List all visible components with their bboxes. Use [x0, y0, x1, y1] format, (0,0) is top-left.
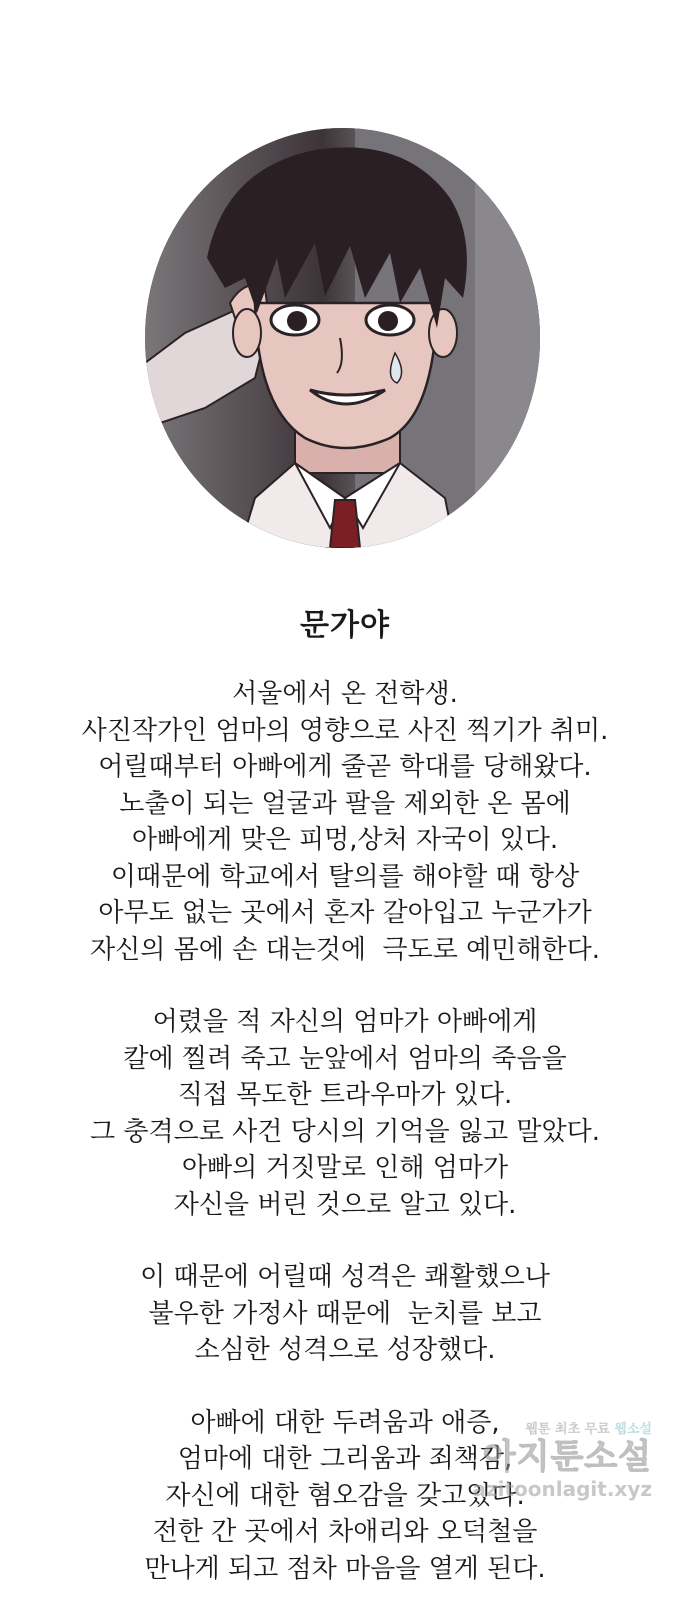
- bio-line: 아빠에게 맞은 피멍,상처 자국이 있다.: [131, 825, 559, 855]
- bio-line: 소심한 성격으로 성장했다.: [194, 1335, 496, 1365]
- bio-line: 칼에 찔려 죽고 눈앞에서 엄마의 죽음을: [123, 1043, 567, 1074]
- bio-line: 아빠의 거짓말로 인해 엄마가: [181, 1153, 509, 1183]
- bio-line: 아무도 없는 곳에서 혼자 갈아입고 누군가가: [98, 898, 592, 928]
- watermark-tagline-accent: 웹소설: [614, 1422, 652, 1437]
- bio-line: 자신을 버린 것으로 알고 있다.: [173, 1189, 517, 1220]
- character-portrait-icon: [145, 128, 540, 548]
- bio-line: 그 충격으로 사건 당시의 기억을 잃고 말았다.: [90, 1116, 600, 1147]
- bio-line: 전한 간 곳에서 차애리와 오덕철을: [152, 1517, 538, 1547]
- bio-line: 불우한 가정사 때문에 눈치를 보고: [148, 1298, 542, 1329]
- bio-line: 만나게 되고 점차 마음을 열게 된다.: [144, 1553, 546, 1584]
- character-name: 문가야: [300, 608, 390, 643]
- bio-paragraph: [0, 1004, 690, 1223]
- watermark-url: azitoonlagit.xyz: [472, 1477, 652, 1501]
- bio-line: 이 때문에 어릴때 성격은 쾌활했으나: [140, 1262, 550, 1292]
- bio-line: 자신의 몸에 손 대는것에 극도로 예민해한다.: [90, 934, 600, 965]
- bio-line: 서울에서 온 전학생.: [232, 679, 458, 709]
- bio-line: 노출이 되는 얼굴과 팔을 제외한 온 몸에: [119, 788, 571, 819]
- bio-paragraph: [0, 1259, 690, 1369]
- bio-line: 직접 목도한 트라우마가 있다.: [177, 1080, 513, 1110]
- bio-line: 어릴때부터 아빠에게 줄곧 학대를 당해왔다.: [98, 752, 592, 782]
- watermark-logo-text: 아지툰소설: [482, 1437, 652, 1477]
- bio-line: 사진작가인 엄마의 영향으로 사진 찍기가 취미.: [81, 715, 609, 746]
- bio-line: 자신에 대한 혐오감을 갖고있다.: [165, 1480, 525, 1511]
- bio-line: 아빠에 대한 두려움과 애증,: [190, 1407, 500, 1438]
- watermark-tagline-text: 웹툰 최초 무료: [525, 1422, 610, 1437]
- bio-line: 엄마에 대한 그리움과 죄책감,: [177, 1444, 513, 1474]
- bio-paragraph: [0, 676, 690, 968]
- bio-line: 이때문에 학교에서 탈의를 해야할 때 항상: [110, 861, 580, 892]
- bio-paragraph: [0, 1405, 690, 1588]
- character-bio: [0, 676, 690, 1623]
- character-portrait: [145, 128, 540, 548]
- bio-line: 어렸을 적 자신의 엄마가 아빠에게: [152, 1007, 538, 1037]
